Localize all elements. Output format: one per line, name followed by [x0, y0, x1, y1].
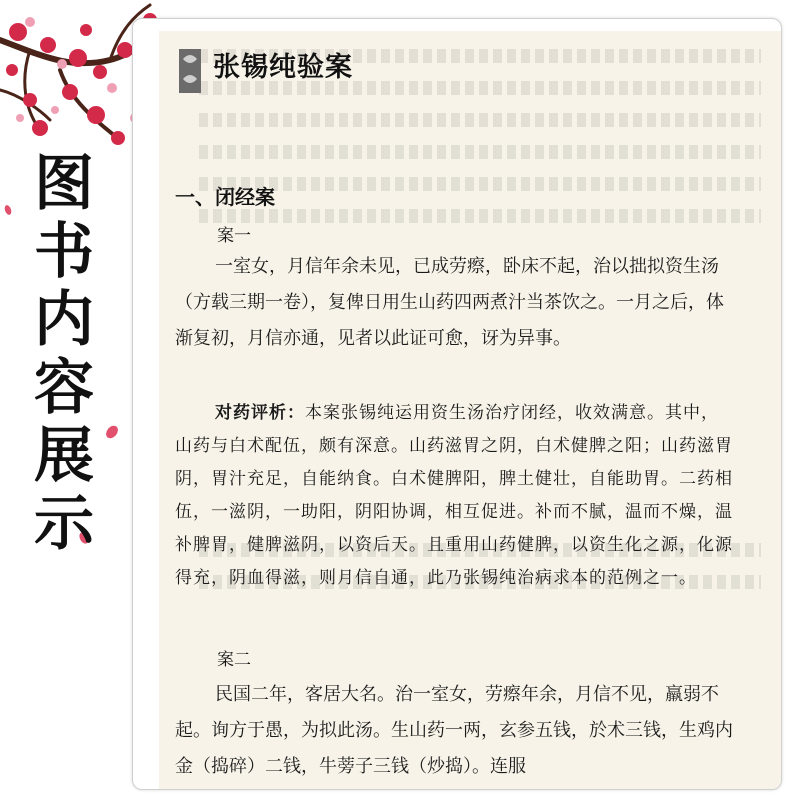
commentary-paragraph — [175, 397, 735, 595]
side-title-char: 书 — [34, 217, 94, 287]
case-text: 民国二年，客居大名。治一室女，劳瘵年余，月信不见，羸弱不起。询方于愚，为拟此汤。生山药一两，玄参五钱，於术三钱，生鸡内金（捣碎）二钱，牛蒡子三钱（炒捣）。连服 — [175, 684, 733, 777]
book-page-frame — [132, 18, 782, 790]
side-title-char: 图 — [34, 149, 94, 219]
case-label: 案二 — [217, 650, 251, 670]
case-label: 案一 — [217, 226, 251, 246]
side-title — [14, 150, 114, 558]
commentary-text: 本案张锡纯运用资生汤治疗闭经，收效满意。其中，山药与白术配伍，颇有深意。山药滋胃之阴，白术健脾之阳；山药滋胃阴，胃汁充足，自能纳食。白术健脾阳，脾土健壮，自能助胃。二药相伍，一滋阴，一助阳，阴阳协调，相互促进。补而不腻，温而不燥，温补脾胃，健脾滋阴，以资后天。且重用山药健脾，以资生化之源，化源得充，阴血得滋，则月信自通，此乃张锡纯治病求本的范例之一。 — [175, 403, 733, 588]
chapter-title: 张锡纯验案 — [213, 52, 353, 83]
commentary-lead: 对药评析： — [215, 403, 305, 423]
case-text: 一室女，月信年余未见，已成劳瘵，卧床不起，治以拙拟资生汤（方载三期一卷），复俾日用生山药四两煮汁当茶饮之。一月之后，体渐复初，月信亦通，见者以此证可愈，讶为异事。 — [175, 256, 724, 349]
book-page — [159, 31, 781, 789]
chapter-ornament-icon — [179, 49, 201, 93]
side-title-char: 示 — [34, 489, 94, 559]
side-title-char: 内 — [34, 285, 94, 355]
side-title-char: 容 — [34, 353, 94, 423]
side-title-char: 展 — [34, 421, 94, 491]
section-heading: 一、闭经案 — [175, 185, 275, 209]
